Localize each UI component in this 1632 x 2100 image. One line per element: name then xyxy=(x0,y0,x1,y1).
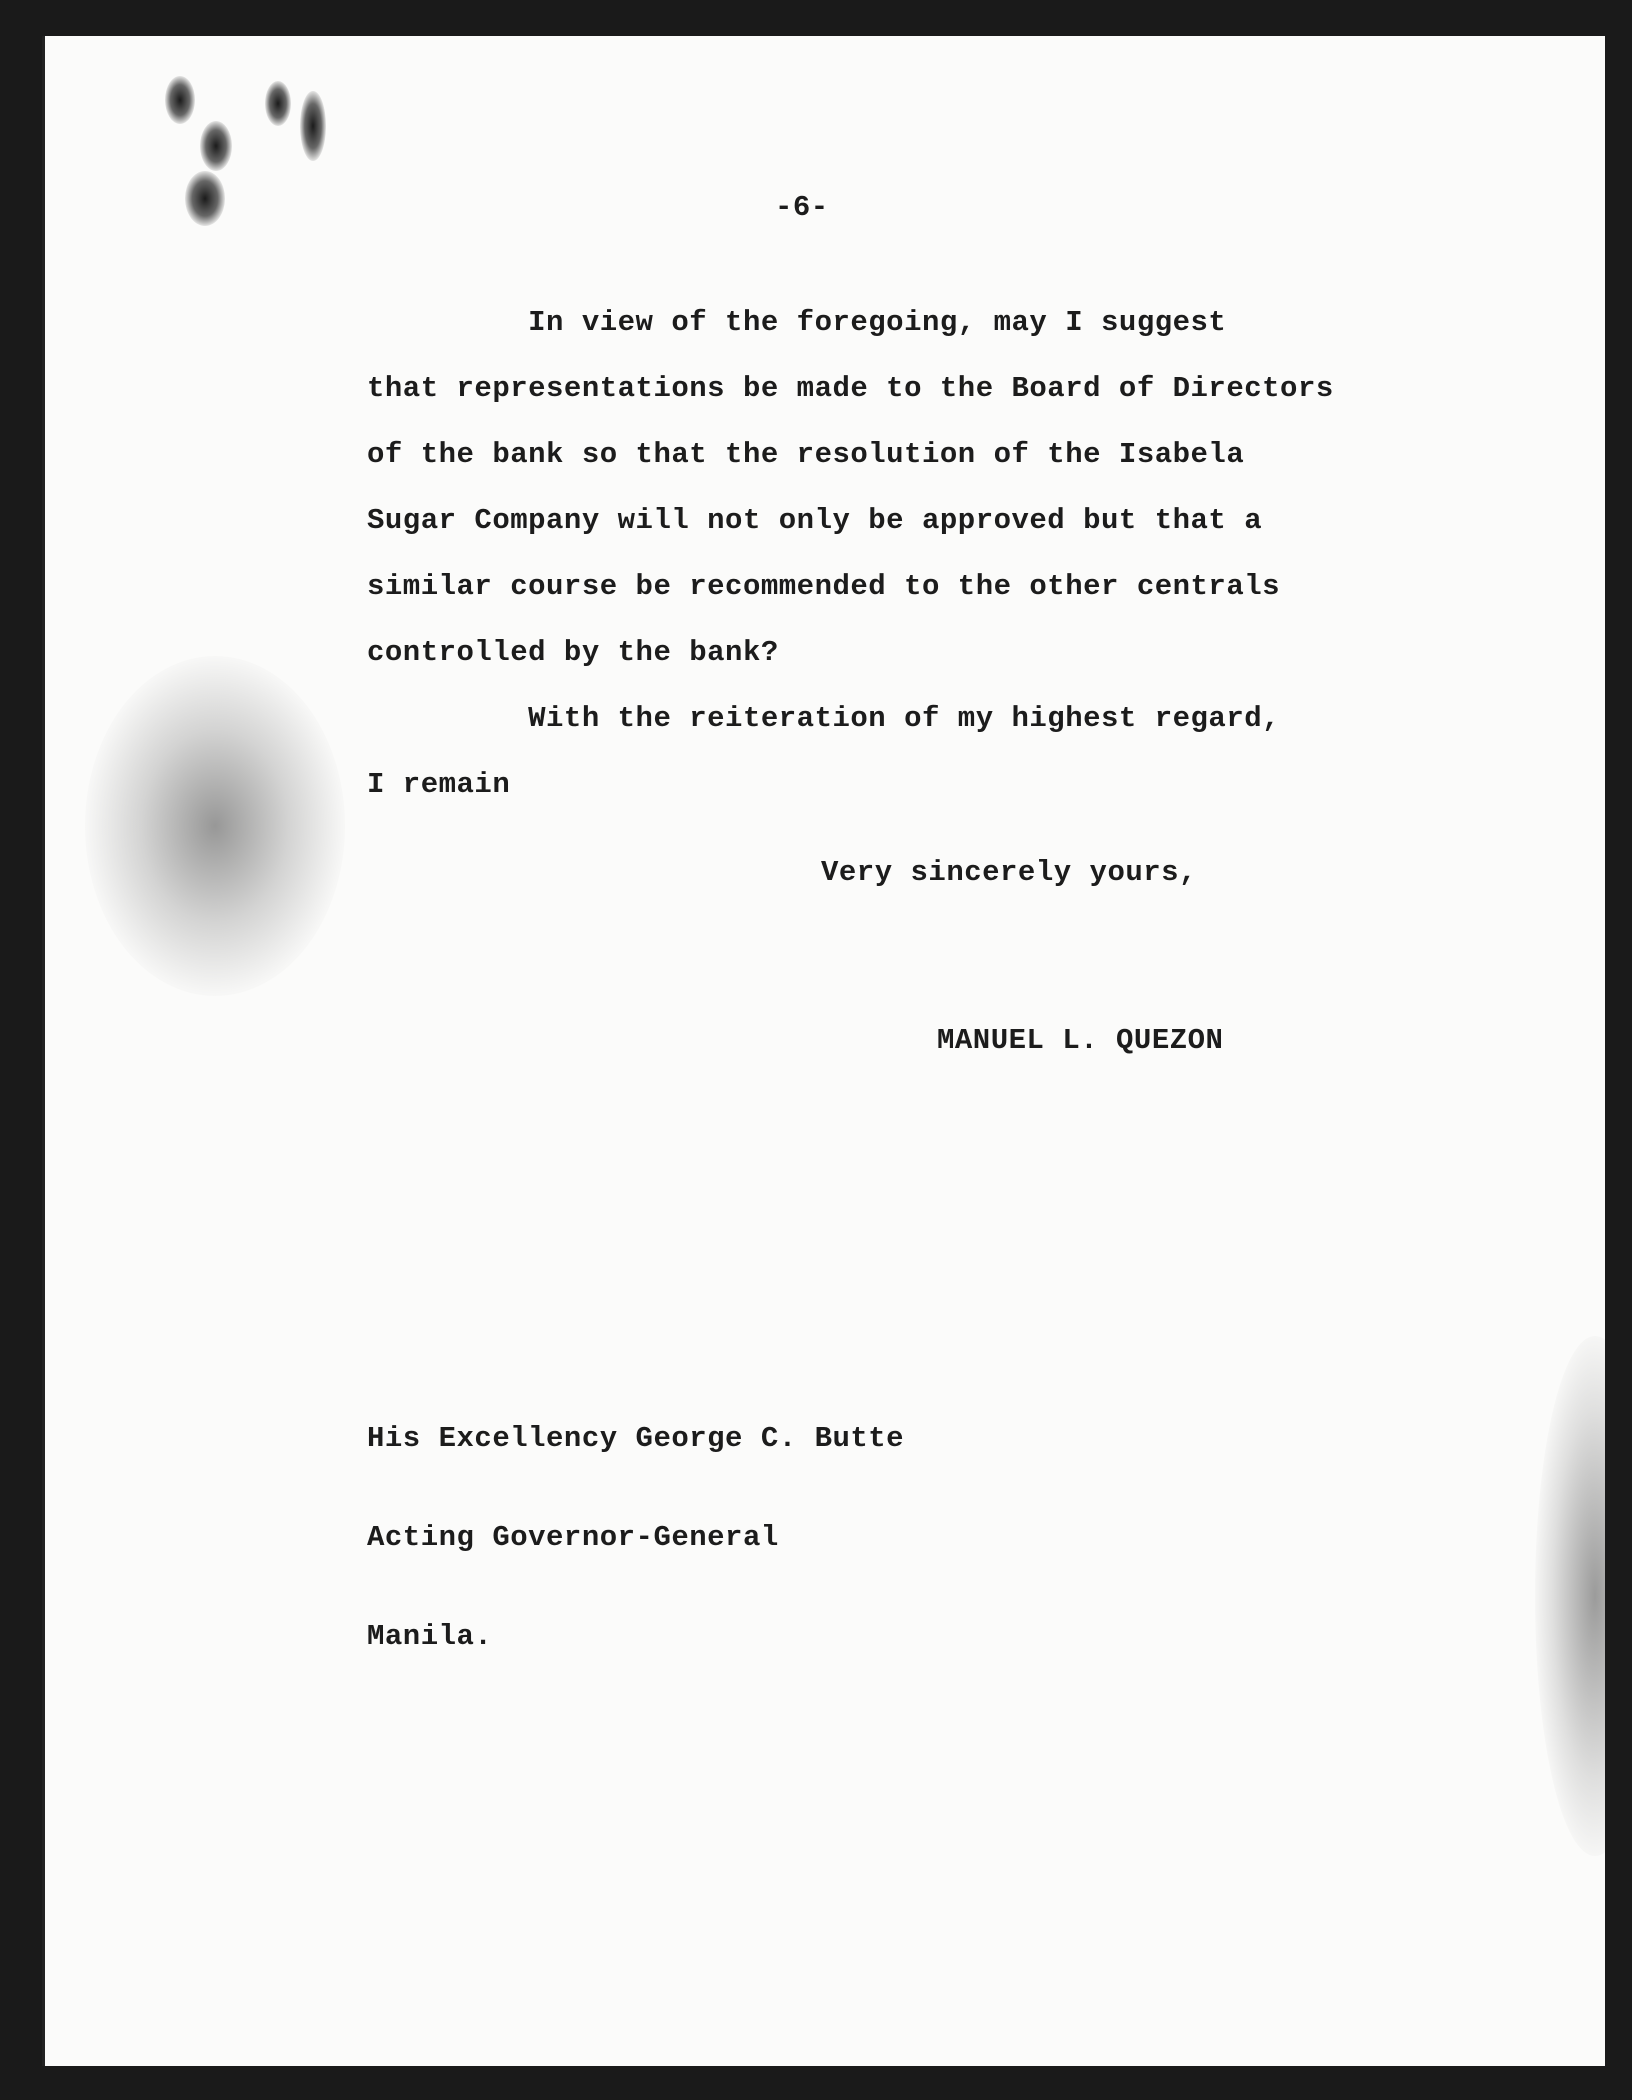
addressee-block xyxy=(367,1356,904,1719)
body-line: Sugar Company will not only be approved but that a xyxy=(367,504,1263,537)
body-line: I remain xyxy=(367,768,511,801)
page-number: -6- xyxy=(775,191,829,224)
body-line: In view of the foregoing, may I suggest xyxy=(367,306,1227,339)
body-line: of the bank so that the resolution of the Isabela xyxy=(367,438,1245,471)
ink-smudge xyxy=(85,656,345,996)
body-line: that representations be made to the Board of Directors xyxy=(367,372,1334,405)
closing-salutation: Very sincerely yours, xyxy=(821,856,1197,889)
binding-hole-mark xyxy=(300,91,326,161)
addressee-line: His Excellency George C. Butte xyxy=(367,1422,905,1455)
binding-hole-mark xyxy=(185,171,225,226)
body-line: With the reiteration of my highest regard, xyxy=(367,702,1281,735)
binding-hole-mark xyxy=(265,81,291,126)
signature-name: MANUEL L. QUEZON xyxy=(937,1024,1224,1057)
addressee-line: Acting Governor-General xyxy=(367,1521,779,1554)
document-page xyxy=(42,36,1605,2066)
body-line: controlled by the bank? xyxy=(367,636,779,669)
body-paragraph xyxy=(45,36,1334,801)
ink-smudge xyxy=(1535,1336,1605,1856)
binding-hole-mark xyxy=(200,121,232,171)
binding-hole-mark xyxy=(165,76,195,124)
addressee-line: Manila. xyxy=(367,1620,493,1653)
body-line: similar course be recommended to the other centrals xyxy=(367,570,1281,603)
